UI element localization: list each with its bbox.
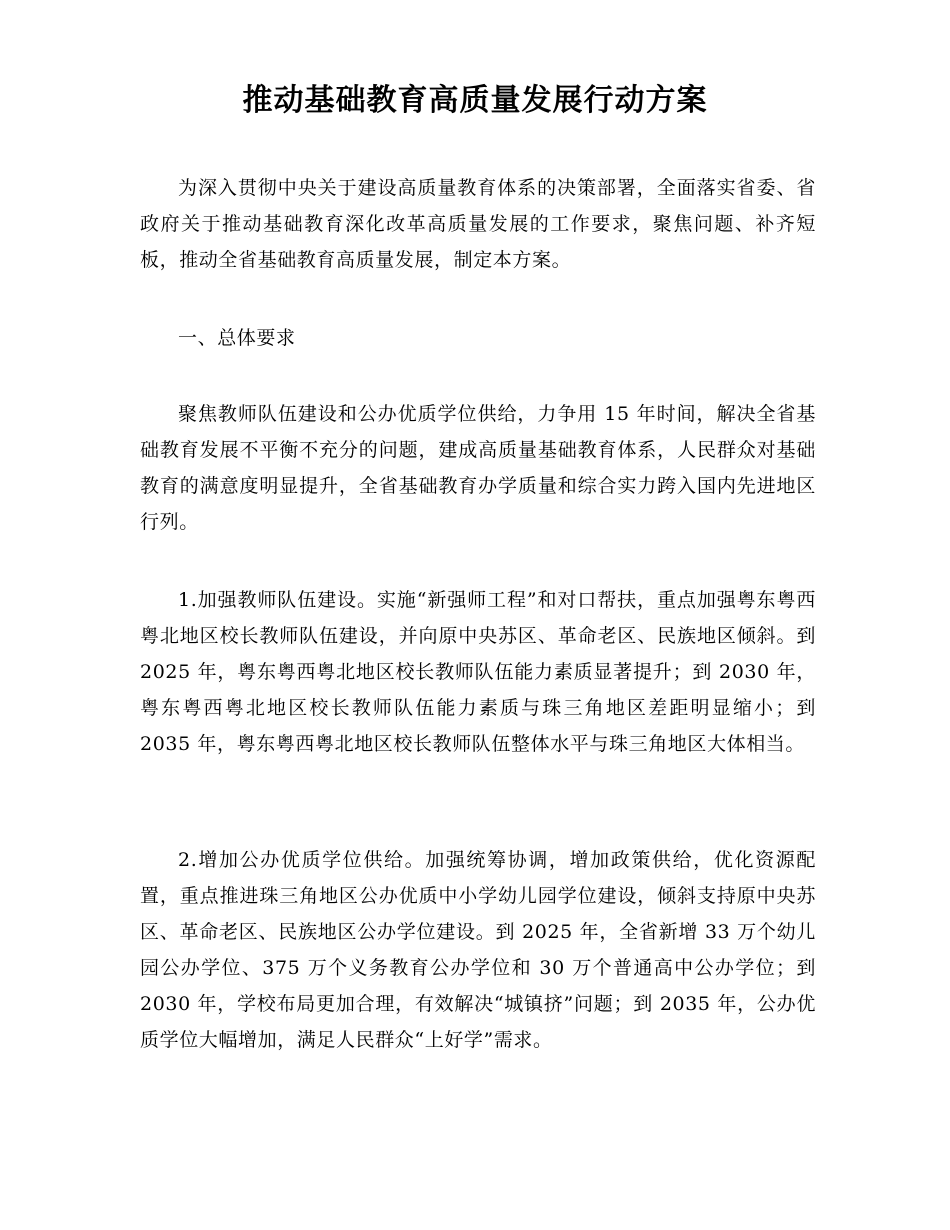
section-heading-general-requirements: 一、总体要求 [178,327,296,349]
intro-paragraph: 为深入贯彻中央关于建设高质量教育体系的决策部署，全面落实省委、省政府关于推动基础教育深化改革高质量发展的工作要求，聚焦问题、补齐短板，推动全省基础教育高质量发展，制定本方案。 [140,177,816,271]
document-title: 推动基础教育高质量发展行动方案 [242,83,708,118]
section-body-general-requirements: 聚焦教师队伍建设和公办优质学位供给，力争用 15 年时间，解决全省基础教育发展不平衡不充分的问题，建成高质量基础教育体系，人民群众对基础教育的满意度明显提升，全省基础教育办学质量和综合实力跨入国内先进地区行列。 [140,403,816,533]
item-public-school-places: 2.增加公办优质学位供给。加强统筹协调，增加政策供给，优化资源配置，重点推进珠三角地区公办优质中小学幼儿园学位建设，倾斜支持原中央苏区、革命老区、民族地区公办学位建设。到 2025 年，全省新增 33 万个幼儿园公办学位、375 万个义务教育公办学位和 30 万个普通高中公办学位；到 2030 年，学校布局更加合理，有效解决“城镇挤”问题；到 2035 年，公办优质学位大幅增加，满足人民群众“上好学”需求。 [140,849,816,1051]
item-teacher-team-building: 1.加强教师队伍建设。实施“新强师工程”和对口帮扶，重点加强粤东粤西粤北地区校长教师队伍建设，并向原中央苏区、革命老区、民族地区倾斜。到 2025 年，粤东粤西粤北地区校长教师队伍能力素质显著提升；到 2030 年，粤东粤西粤北地区校长教师队伍能力素质与珠三角地区差距明显缩小；到 2035 年，粤东粤西粤北地区校长教师队伍整体水平与珠三角地区大体相当。 [140,589,816,755]
